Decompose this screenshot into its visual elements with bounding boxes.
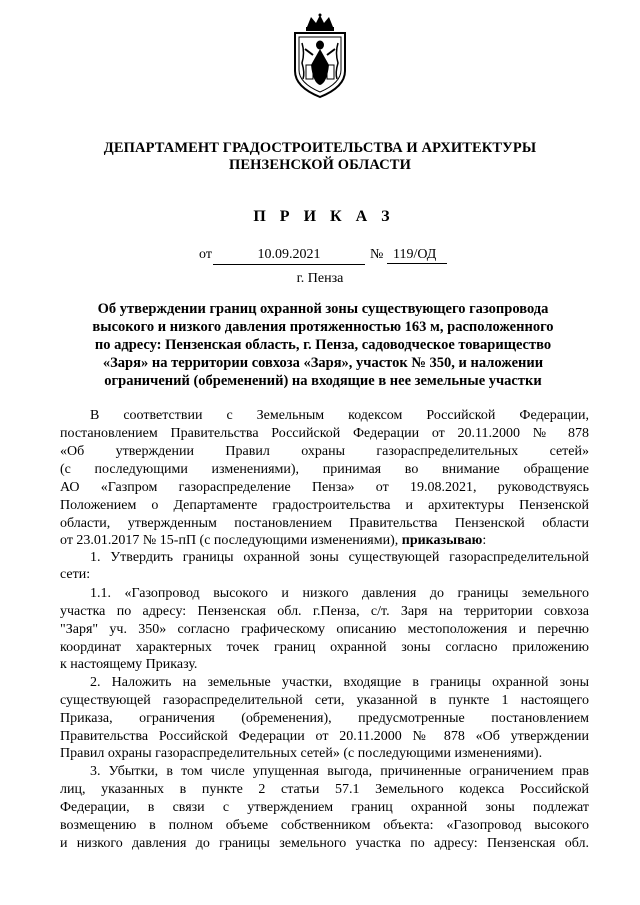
body-line: к настоящему Приказу. xyxy=(60,657,198,672)
body-line: существующей газораспределительной сети, указанной в пункте 1 настоящего xyxy=(60,693,589,708)
body-line: Правительства Российской Федерации от 20.11.2000 № 878 «Об утверждении xyxy=(60,729,589,744)
order-word: приказываю xyxy=(401,533,483,548)
order-colon: : xyxy=(482,533,487,548)
department-name-line1: ДЕПАРТАМЕНТ ГРАДОСТРОИТЕЛЬСТВА И АРХИТЕКТУРЫ xyxy=(103,140,537,156)
title-line: ограничений (обременений) на входящие в нее земельные участки xyxy=(104,373,542,389)
body-line: 2. Наложить на земельные участки, входящие в границы охранной зоны xyxy=(90,675,589,690)
body-line: сети: xyxy=(60,567,91,582)
city-line: г. Пенза xyxy=(296,271,344,286)
body-line: Правил охраны газораспределительных сетей» (с последующими изменениями). xyxy=(60,746,543,761)
body-line: (с последующими изменениями), принимая во внимание обращение xyxy=(60,462,589,477)
date-number-line xyxy=(0,247,640,265)
title-line: высокого и низкого давления протяженностью 163 м, расположенного xyxy=(92,319,554,335)
title-line: «Заря» на территории совхоза «Заря», участок № 350, и наложении xyxy=(102,355,544,371)
body-line-with-order-word xyxy=(60,532,589,549)
number-sign: № xyxy=(370,247,384,262)
body-line: «Об утверждении Правил охраны газораспределительных сетей» xyxy=(60,444,589,459)
body-line: возмещению в полном объеме собственником объекта: «Газопровод высокого xyxy=(60,818,589,833)
title-line: по адресу: Пензенская область, г. Пенза, садоводческое товарищество xyxy=(94,337,552,353)
department-name-line2: ПЕНЗЕНСКОЙ ОБЛАСТИ xyxy=(229,157,411,173)
body-line-text: от 23.01.2017 № 15-пП (с последующими изменениями), xyxy=(60,533,399,548)
body-line: "Заря" уч. 350» согласно графическому описанию местоположения и перечню xyxy=(60,622,589,637)
body-line: Положением о Департаменте градостроительства и архитектуры Пензенской xyxy=(60,498,589,513)
title-line: Об утверждении границ охранной зоны существующего газопровода xyxy=(97,301,549,317)
body-line: Федерации, в связи с утверждением границ охранной зоны подлежат xyxy=(60,800,589,815)
body-line: 1. Утвердить границы охранной зоны существующей газораспределительной xyxy=(90,550,589,565)
body-line: Приказа, ограничения (обременения), предусмотренные постановлением xyxy=(60,711,589,726)
document-date: 10.09.2021 xyxy=(213,247,365,265)
body-line: АО «Газпром газораспределение Пенза» от 19.08.2021, руководствуясь xyxy=(60,480,589,495)
body-line: координат характерных точек границ охранной зоны согласно приложению xyxy=(60,640,589,655)
coat-of-arms-emblem xyxy=(287,13,353,99)
date-prefix: от xyxy=(199,247,212,262)
body-line: В соответствии с Земельным кодексом Российской Федерации, xyxy=(90,408,589,423)
body-line: 3. Убытки, в том числе упущенная выгода, причиненные ограничением прав xyxy=(90,764,589,779)
body-line: лиц, указанных в пункте 2 статьи 57.1 Земельного кодекса Российской xyxy=(60,782,589,797)
body-line: 1.1. «Газопровод высокого и низкого давления до границы земельного xyxy=(90,586,589,601)
body-line: постановлением Правительства Российской Федерации от 20.11.2000 № 878 xyxy=(60,426,589,441)
document-type-heading: П Р И К А З xyxy=(253,208,395,225)
body-line: области, утвержденным постановлением Правительства Пензенской области xyxy=(60,516,589,531)
body-line: и низкого давления до границы земельного участка по адресу: Пензенская обл. xyxy=(60,836,589,851)
body-line: участка по адресу: Пензенская обл. г.Пенза, с/т. Заря на территории совхоза xyxy=(60,604,589,619)
document-number: 119/ОД xyxy=(387,247,447,264)
